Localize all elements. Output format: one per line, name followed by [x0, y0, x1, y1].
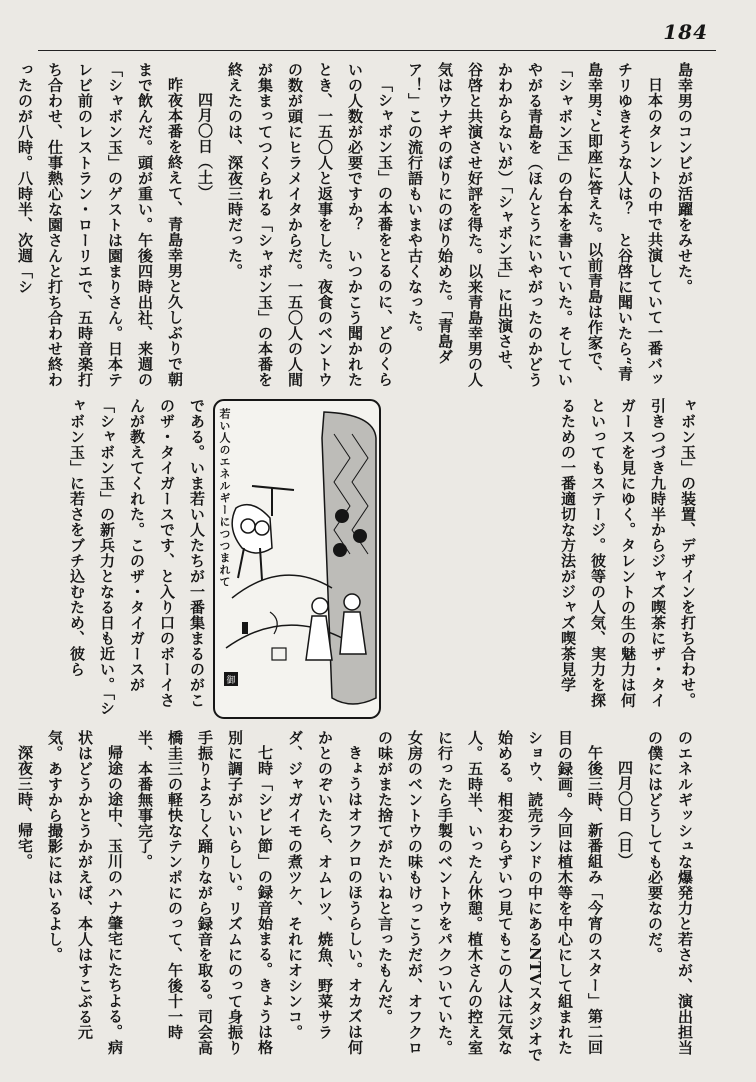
paragraph: 深夜三時、帰宅。	[16, 745, 34, 869]
paragraph: 七時「シビレ節」の録音始まる。きょうは格別に調子がいいらしい。リズムにのって身振り手振りよろしく踊りながら録音を取る。司会高橋圭三の軽快なテンポにのって、午後十一時半、本番無事完了。	[136, 730, 274, 1056]
article-middle-left-block	[38, 398, 212, 718]
paragraph: のエネルギッシュな爆発力と若さが、演出担当の僕にはどうしても必要なのだ。	[646, 730, 694, 1056]
paragraph: 帰途の途中、玉川のハナ肇宅にたちよる。病状はどうかとうかがえば、本人はすこぶる元気。あすから撮影にはいるよし。	[46, 730, 124, 1055]
article-top-block	[16, 62, 700, 392]
header-rule	[38, 50, 716, 51]
date-heading: 四月〇日（日）	[616, 760, 634, 869]
paragraph: 日本のタレントの中で共演していて一番バッチリゆきそうな人は？ と谷啓に聞いたら“青島幸男”と即座に答えた。以前青島は作家で、「シャボン玉」の台本を書いていた。そしていやがる青島を（ほんとうにいやがったのかどうかわからないが）「シャボン玉」に出演させ、谷啓と共演させ好評を得た。以来青島幸男の人気はウナギのぼりにのぼり始めた。「青島ダア！」この流行語もいまや古くなった。	[406, 62, 664, 388]
paragraph: ャボン玉」の装置、デザインを打ち合わせ。引きつづき九時半からジャズ喫茶にザ・タイガースを見にゆく。タレントの生の魅力は何といってもステージ。彼等の人気、実力を探るための一番適切な方法がジャズ喫茶見学	[559, 398, 697, 708]
paragraph: きょうはオフクロのほうらしい。オカズは何かとのぞいたら、オムレツ、焼魚、野菜サラダ、ジャガイモの煮ツケ、それにオシンコ。	[286, 730, 364, 1055]
artist-mark: 御	[226, 676, 236, 686]
page-number: 184	[663, 20, 708, 44]
paragraph: 午後三時、新番組み「今宵のスター」第二回目の録画。今回は植木等を中心にして組まれたショウ、読売ランドの中にあるNTVスタジオで始める。相変わらずいつ見てもこの人は元気な人。五時半、いったん休憩。植木さんの控え室に行ったら手製のベントウをパクついていた。女房のベントウの味もけっこうだが、オフクロの味がまた捨てがたいねと言ったもんだ。	[376, 730, 604, 1063]
paragraph: である。いま若い人たちが一番集まるのがこのザ・タイガースです、と入り口のボーイさんが教えてくれた。このザ・タイガースが「シャボン玉」の新兵力となる日も近い。「シャボン玉」に若さをブチ込むため、彼ら	[68, 398, 206, 716]
illustration	[212, 398, 382, 720]
date-heading: 四月〇日（土）	[196, 92, 214, 201]
paragraph: 昨夜本番を終えて、青島幸男と久しぶりで朝まで飲んだ。頭が重い。午後四時出社、来週の「シャボン玉」のゲストは園まりさん。日本テレビ前のレストラン・ローリエで、五時音楽打ち合わせ、仕事熱心な園さんと打ち合わせ終わったのが八時。八時半、次週「シ	[16, 62, 184, 388]
cartoon-drawing	[212, 398, 382, 720]
article-bottom-block	[16, 730, 700, 1065]
paragraph: 「シャボン玉」の本番をとるのに、どのくらいの人数が必要ですか？ いつかこう聞かれたとき、一五〇人と返事をした。夜食のベントウの数が頭にヒラメイタからだ。一五〇人の人間が集まってつくられる「シャボン玉」の本番を終えたのは、深夜三時だった。	[226, 62, 394, 388]
paragraph: 島幸男のコンビが活躍をみせた。	[676, 62, 694, 295]
article-middle-right-block	[378, 398, 703, 718]
illustration-caption: 若い人のエネルギーにつつまれて	[218, 408, 231, 588]
